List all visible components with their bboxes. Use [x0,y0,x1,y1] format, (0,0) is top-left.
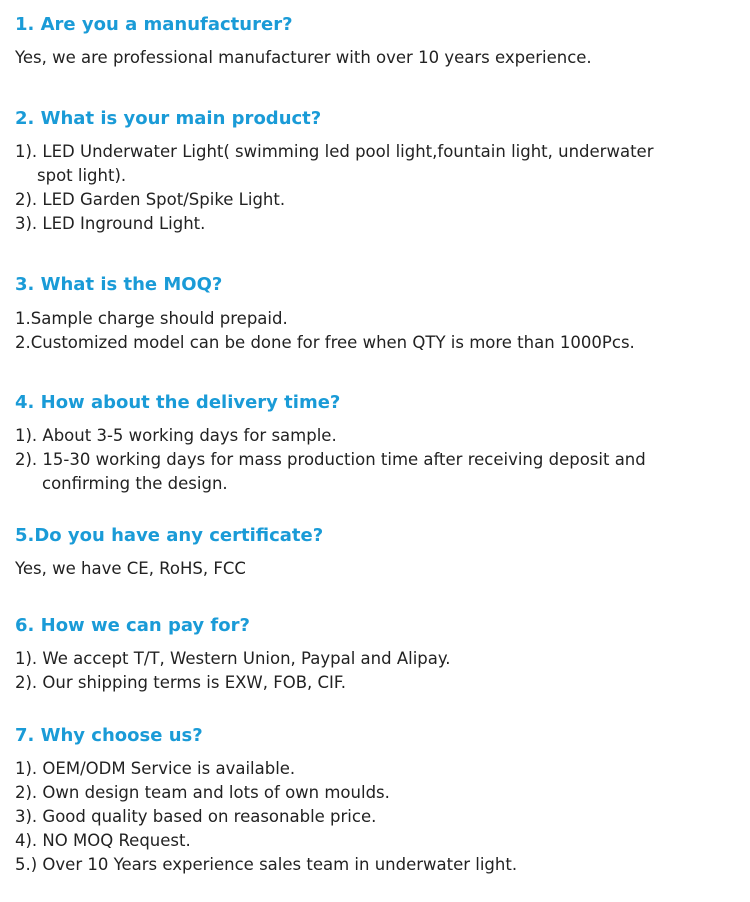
faq-answer-3-line-2: 2.Customized model can be done for free when QTY is more than 1000Pcs. [15,333,635,352]
faq-answer-7-line-1: 1). OEM/ODM Service is available. [15,759,296,778]
faq-question-7: 7. Why choose us? [15,725,203,746]
faq-question-1: 1. Are you a manufacturer? [15,14,293,35]
faq-answer-2-line-2: spot light). [37,166,127,185]
faq-answer-2-line-3: 2). LED Garden Spot/Spike Light. [15,190,286,209]
faq-question-3: 3. What is the MOQ? [15,274,223,295]
faq-answer-4-line-2: 2). 15-30 working days for mass production time after receiving deposit and [15,450,646,469]
faq-answer-2-line-1: 1). LED Underwater Light( swimming led pool light,fountain light, underwater [15,142,654,161]
faq-answer-7-line-2: 2). Own design team and lots of own moulds. [15,783,390,802]
faq-answer-5-line-1: Yes, we have CE, RoHS, FCC [15,559,246,578]
faq-answer-6-line-2: 2). Our shipping terms is EXW, FOB, CIF. [15,673,346,692]
faq-answer-4-line-3: confirming the design. [42,474,228,493]
faq-answer-1-line-1: Yes, we are professional manufacturer with over 10 years experience. [15,48,592,67]
faq-answer-7-line-3: 3). Good quality based on reasonable price. [15,807,377,826]
faq-question-6: 6. How we can pay for? [15,615,250,636]
faq-answer-6-line-1: 1). We accept T/T, Western Union, Paypal and Alipay. [15,649,451,668]
faq-answer-3-line-1: 1.Sample charge should prepaid. [15,309,288,328]
faq-question-2: 2. What is your main product? [15,108,322,129]
faq-answer-4-line-1: 1). About 3-5 working days for sample. [15,426,337,445]
faq-answer-2-line-4: 3). LED Inground Light. [15,214,206,233]
faq-answer-7-line-4: 4). NO MOQ Request. [15,831,191,850]
faq-question-4: 4. How about the delivery time? [15,392,341,413]
faq-answer-7-line-5: 5.) Over 10 Years experience sales team in underwater light. [15,855,518,874]
faq-question-5: 5.Do you have any certificate? [15,525,324,546]
